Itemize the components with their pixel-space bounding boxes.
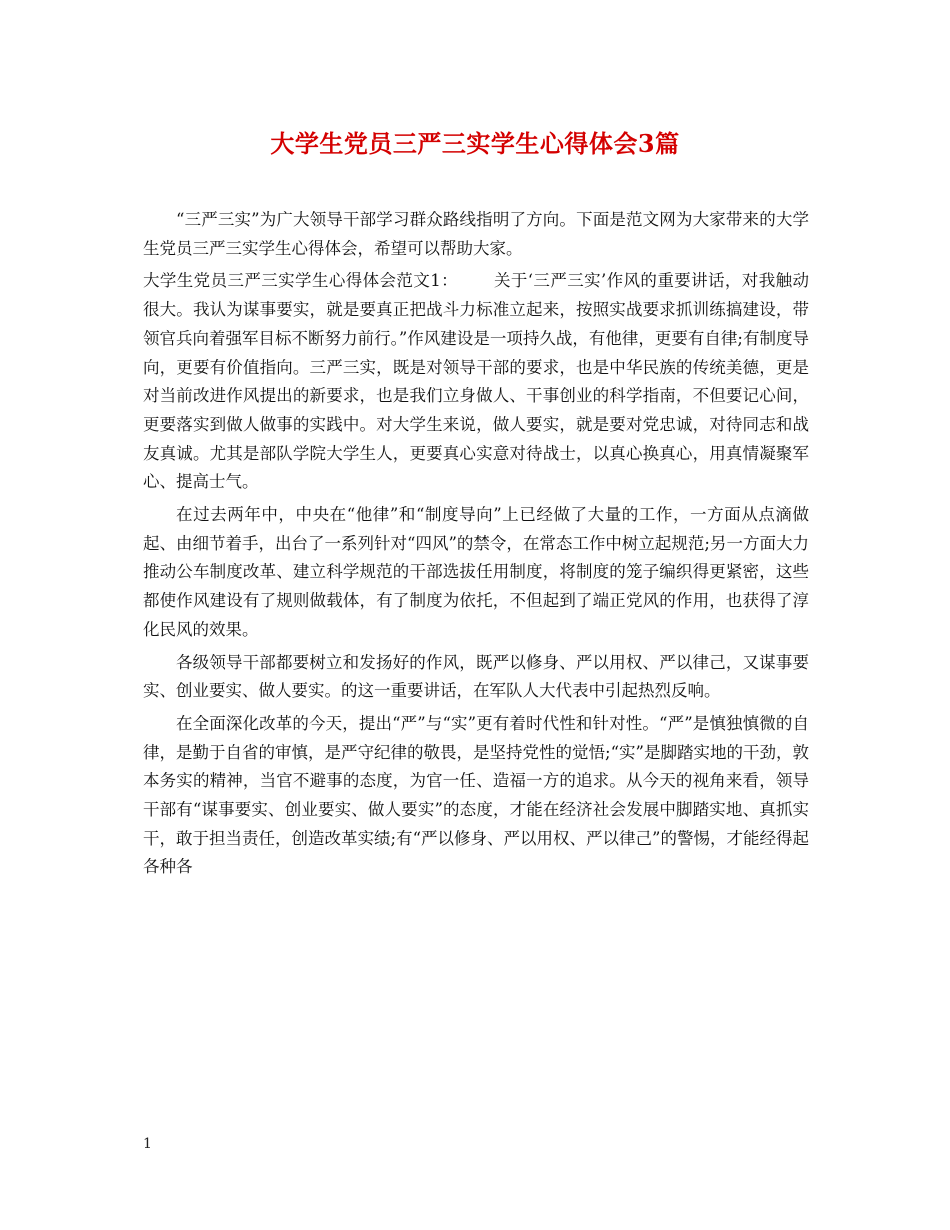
intro-paragraph: “三严三实”为广大领导干部学习群众路线指明了方向。下面是范文网为大家带来的大学生党员三严三实学生心得体会，希望可以帮助大家。 (143, 210, 809, 258)
paragraph-3: 各级领导干部都要树立和发扬好的作风，既严以修身、严以用权、严以律己，又谋事要实、创业要实、做人要实。的这一重要讲话，在军队人大代表中引起热烈反响。 (143, 652, 809, 701)
document-title: 大学生党员三严三实学生心得体会3篇 (270, 129, 680, 158)
document-body (143, 206, 809, 886)
paragraph-2: 在过去两年中，中央在“他律”和“制度导向”上已经做了大量的工作，一方面从点滴做起、由细节着手，出台了一系列针对“四风”的禁令，在常态工作中树立起规范;另一方面大力推动公车制度改革、建立科学规范的干部选拔任用制度，将制度的笼子编织得更紧密，这些都使作风建设有了规则做载体，有了制度为依托，不但起到了端正党风的作用，也获得了淳化民风的效果。 (143, 505, 809, 639)
paragraph-4: 在全面深化改革的今天，提出“严”与“实”更有着时代性和针对性。“严”是慎独慎微的自律，是勤于自省的审慎，是严守纪律的敬畏，是坚持党性的觉悟;“实”是脚踏实地的干劲，敦本务实的精神，当官不避事的态度，为官一任、造福一方的追求。从今天的视角来看，领导干部有“谋事要实、创业要实、做人要实”的态度，才能在经济社会发展中脚踏实地、真抓实干，敢于担当责任，创造改革实绩;有“严以修身、严以用权、严以律己”的警惕，才能经得起各种各 (143, 713, 809, 877)
section-1-text: 关于‘三严三实’作风的重要讲话，对我触动很大。我认为谋事要实，就是要真正把战斗力标准立起来，按照实战要求抓训练搞建设，带领官兵向着强军目标不断努力前行。”作风建设是一项持久战，有他律，更要有自律;有制度导向，更要有价值指向。三严三实，既是对领导干部的要求，也是中华民族的传统美德，更是对当前改进作风提出的新要求，也是我们立身做人、干事创业的科学指南，不但要记心间，更要落实到做人做事的实践中。对大学生来说，做人要实，就是要对党忠诚，对待同志和战友真诚。尤其是部队学院大学生人，更要真心实意对待战士，以真心换真心，用真情凝聚军心、提高士气。 (143, 271, 809, 492)
section-1-label: 大学生党员三严三实学生心得体会范文1： (143, 271, 458, 291)
section-1-paragraph (143, 267, 809, 497)
page-number: 1 (143, 1136, 152, 1152)
